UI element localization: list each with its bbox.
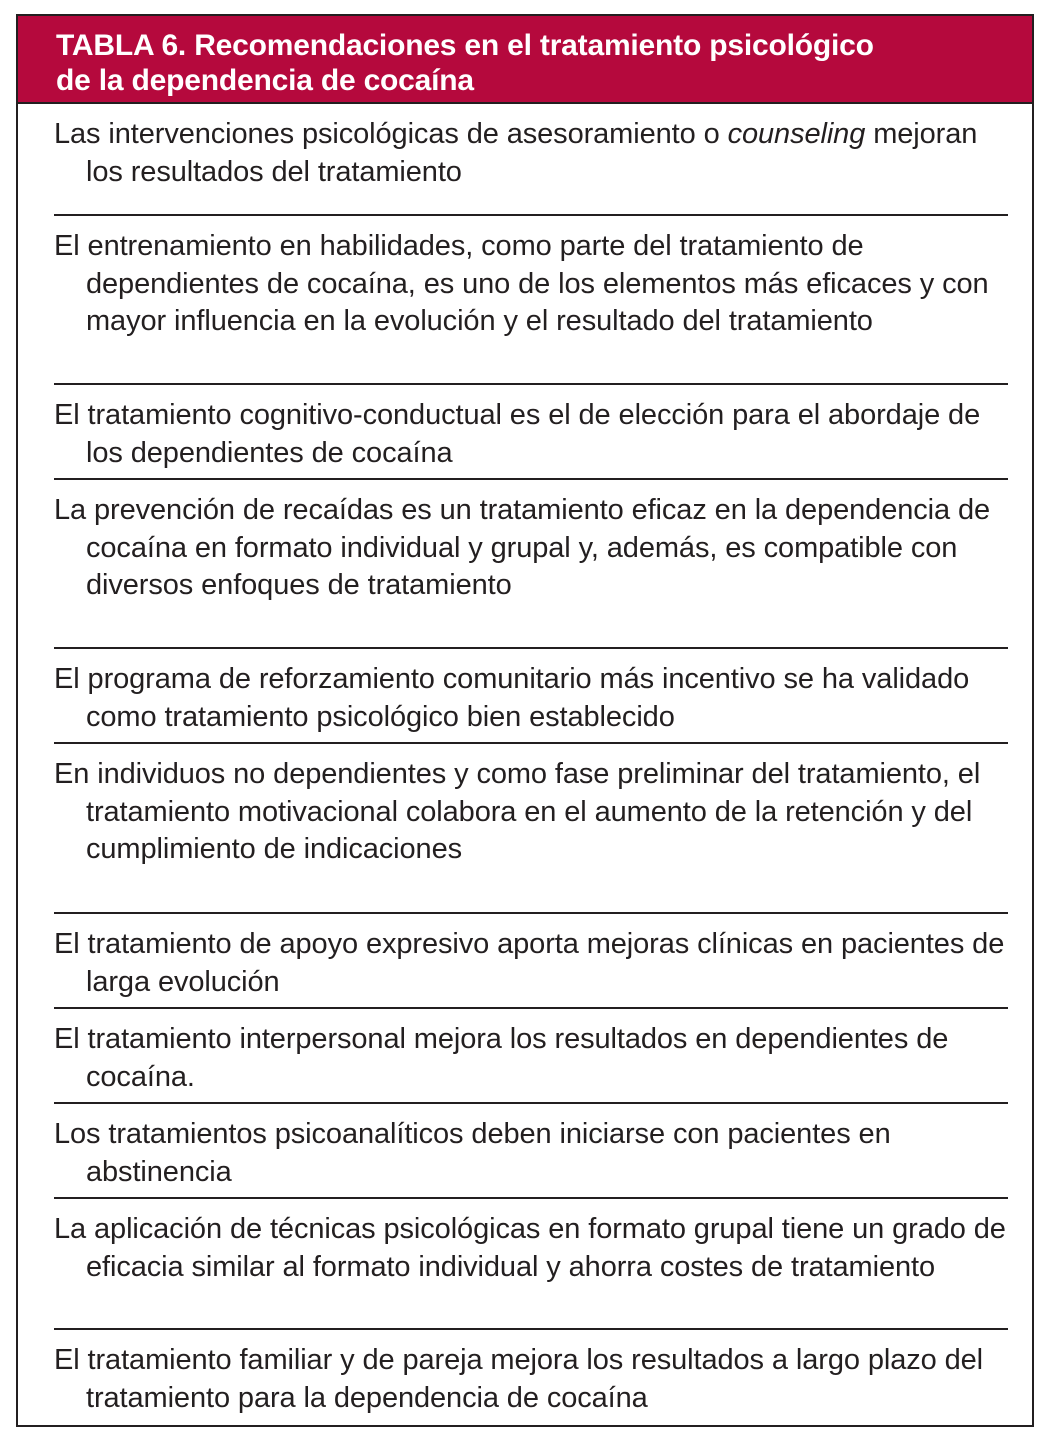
table-title-line-1: TABLA 6. Recomendaciones en el tratamiento psicológico (56, 29, 874, 62)
table-row (54, 1009, 1008, 1104)
row-text-part: mejoran los resultados del tratamiento (86, 118, 978, 188)
row-text: El tratamiento familiar y de pareja mejora los resultados a largo plazo del tratamiento para la dependencia de cocaína (54, 1344, 984, 1414)
table-row (54, 104, 1008, 216)
table-row (54, 216, 1008, 385)
row-text: Los tratamientos psicoanalíticos deben iniciarse con pacientes en abstinencia (54, 1118, 891, 1188)
row-text: La prevención de recaídas es un tratamiento eficaz en la dependencia de cocaína en formato individual y grupal y, además, es compatible con diversos enfoques de tratamiento (54, 494, 991, 601)
table-row (54, 1199, 1008, 1330)
table-row (54, 1330, 1008, 1425)
row-text-italic: counseling (727, 118, 866, 150)
row-text: La aplicación de técnicas psicológicas en formato grupal tiene un grado de eficacia similar al formato individual y ahorra costes de tratamiento (54, 1213, 1006, 1283)
table-row (54, 1104, 1008, 1199)
row-text: El tratamiento cognitivo-conductual es el de elección para el abordaje de los dependientes de cocaína (54, 399, 981, 469)
table-row (54, 914, 1008, 1009)
table-row (54, 649, 1008, 744)
table-header (18, 16, 1032, 104)
row-text: El tratamiento interpersonal mejora los resultados en dependientes de cocaína. (54, 1023, 949, 1093)
row-text: El programa de reforzamiento comunitario más incentivo se ha validado como tratamiento psicológico bien establecido (54, 663, 970, 733)
table-row (54, 744, 1008, 914)
row-text (54, 104, 1008, 191)
row-text: El entrenamiento en habilidades, como parte del tratamiento de dependientes de cocaína, es uno de los elementos más eficaces y con mayor influencia en la evolución y el resultado del tratamiento (54, 230, 989, 337)
table-row (54, 385, 1008, 480)
table-row (54, 480, 1008, 649)
row-text: El tratamiento de apoyo expresivo aporta mejoras clínicas en pacientes de larga evolución (54, 928, 1005, 998)
row-text: En individuos no dependientes y como fase preliminar del tratamiento, el tratamiento motivacional colabora en el aumento de la retención y del cumplimiento de indicaciones (54, 758, 981, 865)
recommendations-table (16, 14, 1034, 1427)
table-title-line-2: de la dependencia de cocaína (56, 64, 474, 97)
row-text-part: Las intervenciones psicológicas de asesoramiento o (54, 118, 728, 150)
